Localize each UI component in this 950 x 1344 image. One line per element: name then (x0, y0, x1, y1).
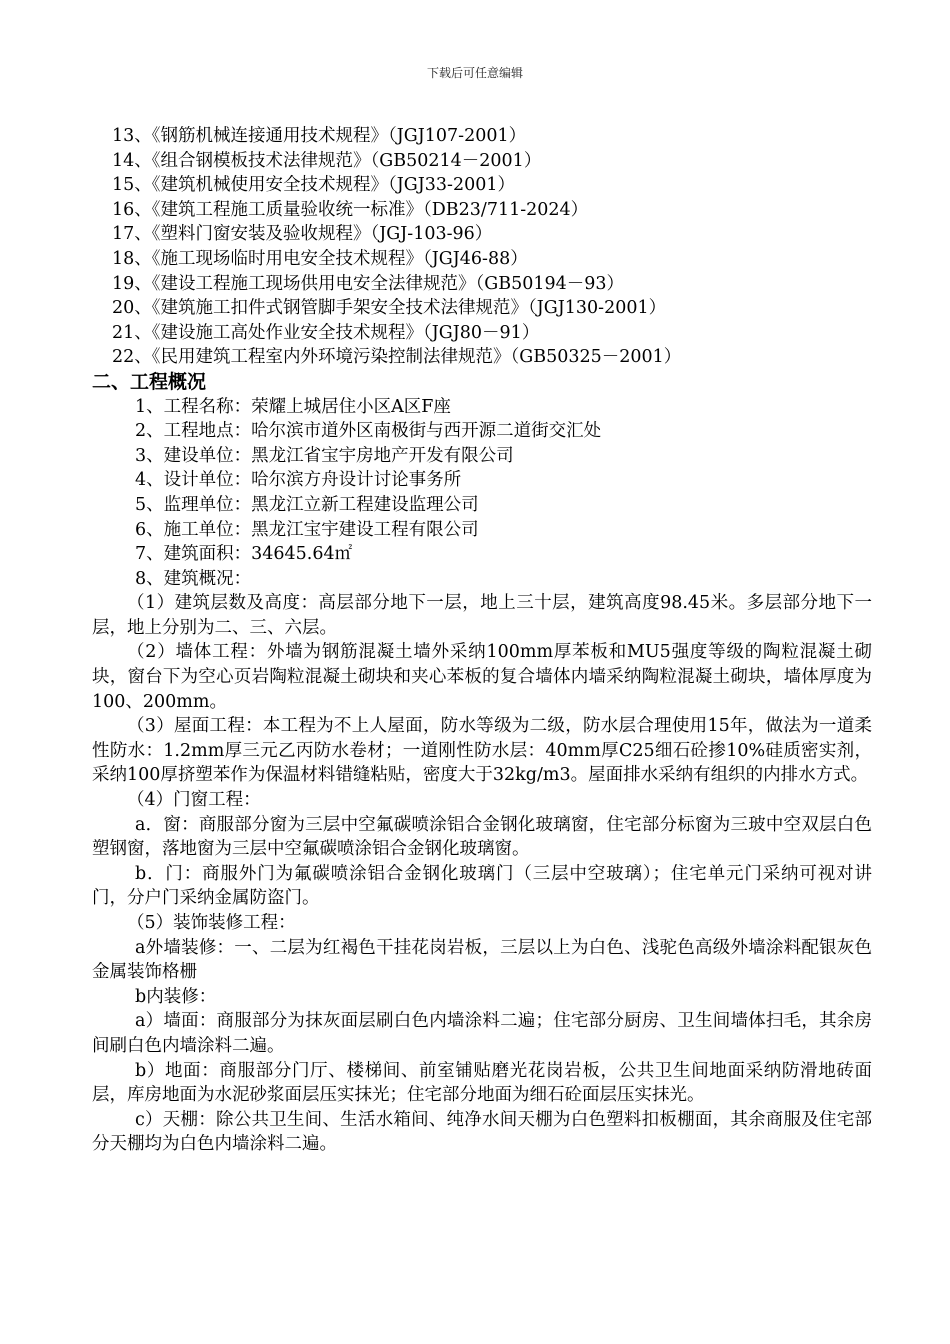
paragraph-interior-heading: b内装修： (135, 986, 217, 1007)
reference-item: 15、《建筑机械使用安全技术规程》（JGJ33-2001） (112, 175, 515, 196)
overview-item: 2、工程地点：哈尔滨市道外区南极街与西开源二道街交汇处 (135, 421, 602, 442)
paragraph-floors-height: （1）建筑层数及高度：高层部分地下一层，地上三十层，建筑高度98.45米。多层部分地下一层，地上分别为二、三、六层。 (92, 593, 872, 638)
paragraph-exterior-decoration: a外墙装修：一、二层为红褐色干挂花岗岩板，三层以上为白色、浅驼色高级外墙涂料配银灰色金属装饰格栅 (92, 937, 872, 983)
paragraph-decoration-heading: （5）装饰装修工程： (127, 913, 296, 933)
reference-item: 13、《钢筋机械连接通用技术规程》（JGJ107-2001） (112, 126, 527, 146)
reference-item: 22、《民用建筑工程室内外环境污染控制法律规范》（GB50325－2001） (112, 347, 682, 368)
overview-item: 7、建筑面积：34645.64㎡ (135, 544, 353, 565)
overview-item: 3、建设单位：黑龙江省宝宇房地产开发有限公司 (135, 445, 514, 466)
paragraph-ceilings: c）天棚：除公共卫生间、生活水箱间、纯净水间天棚为白色塑料扣板棚面，其余商服及住宅部分天棚均为白色内墙涂料二遍。 (92, 1109, 872, 1155)
reference-item: 21、《建设施工高处作业安全技术规程》（JGJ80－91） (112, 322, 540, 343)
overview-item: 1、工程名称：荣耀上城居住小区A区F座 (135, 396, 451, 417)
reference-item: 16、《建筑工程施工质量验收统一标准》（DB23/711-2024） (112, 199, 589, 220)
overview-item: 8、建筑概况： (135, 568, 252, 589)
reference-item: 18、《施工现场临时用电安全技术规程》（JGJ46-88） (112, 248, 528, 269)
paragraph-wall-works: （2）墙体工程：外墙为钢筋混凝土墙外采纳100mm厚苯板和MU5强度等级的陶粒混凝土砌块，窗台下为空心页岩陶粒混凝土砌块和夹心苯板的复合墙体内墙采纳陶粒混凝土砌块，墙体厚度为100、200mm。 (92, 642, 872, 712)
reference-item: 19、《建设工程施工现场供用电安全法律规范》（GB50194－93） (112, 273, 625, 294)
document-body (92, 124, 872, 1157)
paragraph-floors: b）地面：商服部分门厅、楼梯间、前室铺贴磨光花岗岩板，公共卫生间地面采纳防滑地砖面层，库房地面为水泥砂浆面层压实抹光；住宅部分地面为细石砼面层压实抹光。 (92, 1060, 872, 1106)
reference-item: 14、《组合钢模板技术法律规范》（GB50214－2001） (112, 150, 542, 171)
paragraph-doors-windows-heading: （4）门窗工程： (127, 790, 261, 811)
overview-item: 4、设计单位：哈尔滨方舟设计讨论事务所 (135, 470, 462, 491)
paragraph-walls: a）墙面：商服部分为抹灰面层刷白色内墙涂料二遍；住宅部分厨房、卫生间墙体扫毛，其余房间刷白色内墙涂料二遍。 (92, 1011, 872, 1056)
page-header: 下载后可任意编辑 (426, 66, 523, 80)
paragraph-doors: b．门：商服外门为氟碳喷涂铝合金钢化玻璃门（三层中空玻璃）；住宅单元门采纳可视对讲门，分户门采纳金属防盗门。 (92, 863, 872, 909)
reference-item: 20、《建筑施工扣件式钢管脚手架安全技术法律规范》（JGJ130-2001） (112, 298, 667, 319)
reference-item: 17、《塑料门窗安装及验收规程》（JGJ-103-96） (112, 224, 493, 245)
overview-item: 5、监理单位：黑龙江立新工程建设监理公司 (135, 494, 479, 515)
section-title: 二、工程概况 (92, 370, 207, 393)
paragraph-roof-works: （3）屋面工程：本工程为不上人屋面，防水等级为二级，防水层合理使用15年，做法为一道柔性防水：1.2mm厚三元乙丙防水卷材；一道刚性防水层：40mm厚C25细石砼掺10%硅质密实剂，采纳100厚挤塑苯作为保温材料错缝粘贴，密度大于32kg/m3。屋面排水采纳有组织的内排水方式。 (92, 716, 872, 786)
overview-item: 6、施工单位：黑龙江宝宇建设工程有限公司 (135, 519, 479, 540)
paragraph-windows: a．窗：商服部分窗为三层中空氟碳喷涂铝合金钢化玻璃窗，住宅部分标窗为三玻中空双层白色塑钢窗，落地窗为三层中空氟碳喷涂铝合金钢化玻璃窗。 (92, 814, 872, 860)
